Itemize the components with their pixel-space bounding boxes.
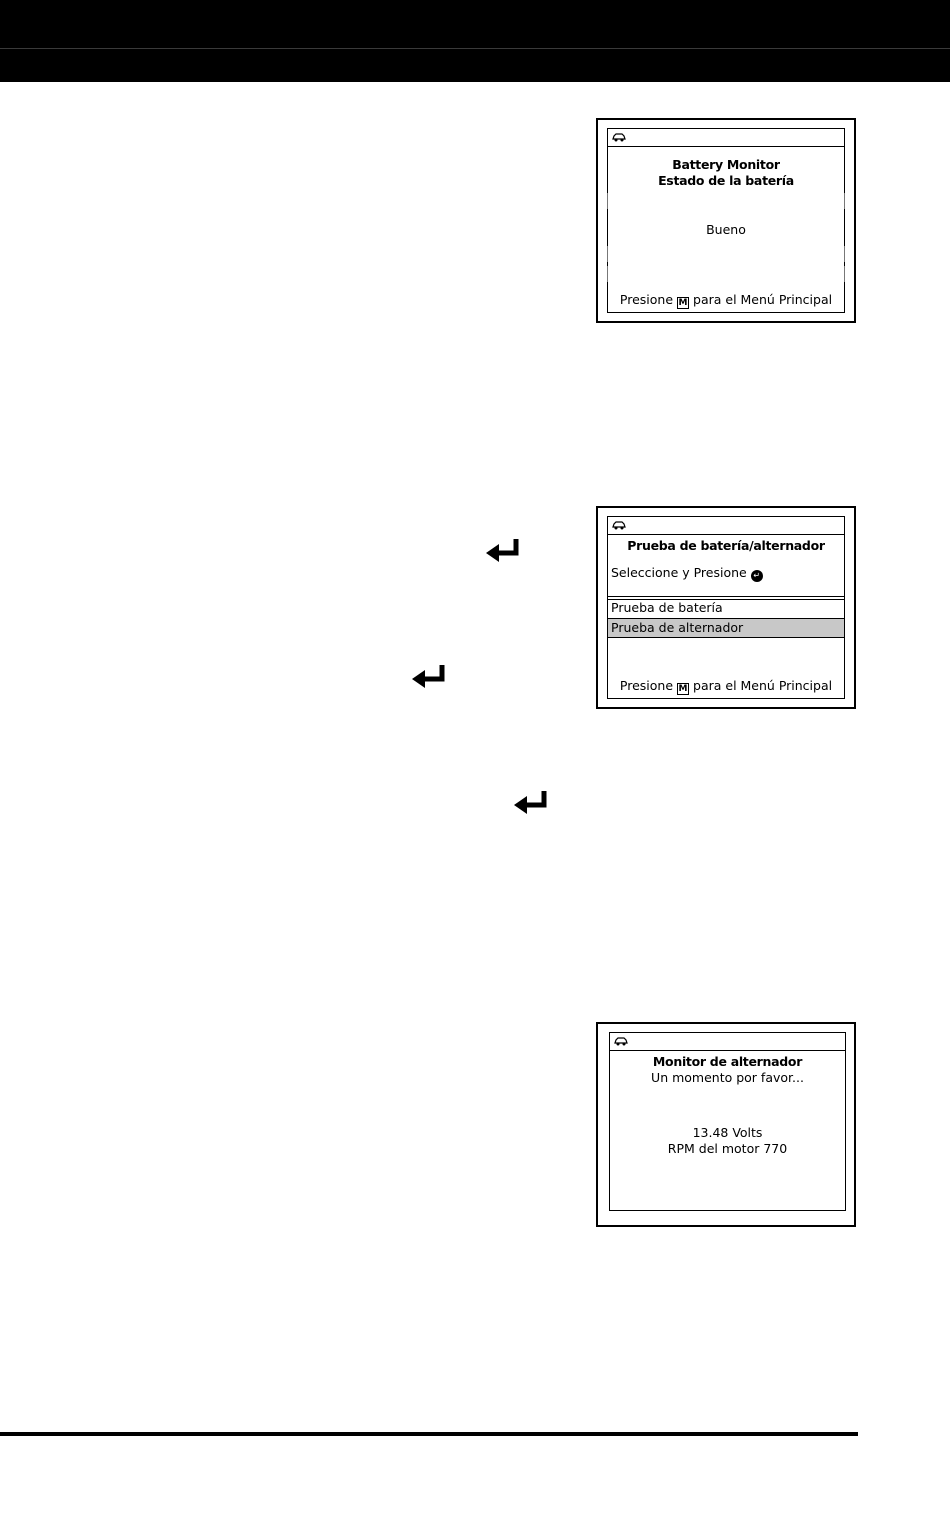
car-icon [612,132,626,142]
car-icon [612,520,626,530]
status-bar [608,129,844,147]
divider [844,193,845,209]
enter-arrow-icon [486,539,520,563]
test-menu-screen [596,506,856,709]
divider [607,266,608,282]
page-header-band [0,0,950,82]
hint-suffix: para el Menú Principal [693,292,833,307]
main-menu-hint [608,292,844,309]
status-bar [608,517,844,535]
engine-rpm-reading: RPM del motor 770 [667,1141,788,1156]
battery-monitor-screen [596,118,856,323]
hint-prefix: Presione [619,292,674,307]
screen-display [607,516,845,699]
voltage-reading: 13.48 Volts [692,1125,763,1140]
menu-item-alternator-test[interactable] [608,618,844,638]
instruction-text [611,565,763,582]
screen-display [607,128,845,313]
screen-display [609,1032,846,1211]
car-icon [614,1036,628,1046]
footer-rule [0,1432,858,1436]
menu-item-battery-test[interactable] [608,599,844,617]
screen-title: Battery Monitor [672,157,780,172]
hint-suffix: para el Menú Principal [693,678,833,693]
divider [607,246,608,262]
status-bar [610,1033,845,1051]
enter-arrow-icon [412,665,446,689]
divider [844,246,845,262]
divider [607,193,608,209]
menu-item-label: Prueba de batería [611,600,723,615]
screen-subtitle: Estado de la batería [658,173,794,188]
enter-arrow-icon [514,791,548,815]
alternator-monitor-screen [596,1022,856,1227]
m-key-icon: M [678,684,688,694]
header-divider [0,48,950,49]
main-menu-hint [608,678,844,695]
screen-subtitle: Un momento por favor... [651,1070,804,1085]
hint-prefix: Presione [619,678,674,693]
divider [608,596,844,597]
screen-title: Monitor de alternador [652,1054,803,1069]
enter-key-icon: ↵ [751,570,763,582]
battery-status-value: Bueno [706,222,746,237]
m-key-icon: M [678,298,688,308]
screen-title: Prueba de batería/alternador [627,538,825,553]
instruction-label: Seleccione y Presione [611,565,747,580]
divider [844,266,845,282]
menu-item-label: Prueba de alternador [611,620,744,635]
